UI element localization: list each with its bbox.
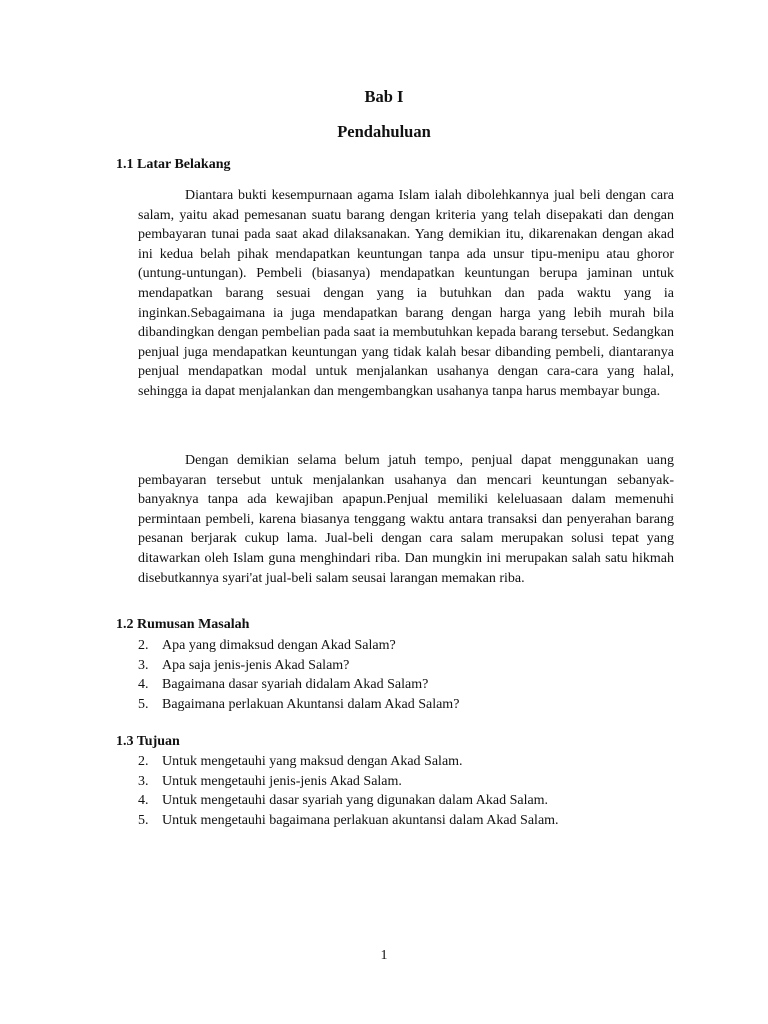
list-item-text: Apa yang dimaksud dengan Akad Salam?: [162, 638, 396, 653]
list-item: [138, 772, 678, 792]
list-item: [138, 752, 678, 772]
page-number: 1: [380, 948, 388, 963]
list-item-number: 3.: [138, 773, 149, 789]
list-item: [138, 791, 678, 811]
list-item-text: Untuk mengetauhi yang maksud dengan Akad Salam.: [162, 754, 463, 769]
rumusan-masalah-list: [138, 636, 678, 714]
list-item-number: 2.: [138, 638, 149, 653]
list-item-number: 3.: [138, 657, 149, 673]
chapter-title: Bab I: [364, 87, 404, 106]
list-item: [138, 675, 678, 695]
list-item-number: 5.: [138, 696, 149, 712]
list-item-text: Untuk mengetauhi dasar syariah yang digunakan dalam Akad Salam.: [162, 793, 549, 809]
list-item-number: 5.: [138, 812, 149, 828]
paragraph-latar-belakang-1: Diantara bukti kesempurnaan agama Islam ialah dibolehkannya jual beli dengan cara salam, yaitu akad pemesanan suatu barang dengan kriteria yang telah disepakati dan dengan pembayaran tunai pada saat akad dilaksanakan. Yang demikian itu, dikarenakan dengan akad ini kedua belah pihak mendapatkan keuntungan tanpa ada unsur tipu-menipu atau ghoror (untung-untungan). Pembeli (biasanya) mendapatkan keuntungan berupa jaminan untuk mendapatkan barang sesuai dengan yang ia butuhkan dan pada waktu yang ia inginkan.Sebagaimana ia juga mendapatkan barang dengan harga yang lebih murah bila dibandingkan dengan pembelian pada saat ia membutuhkan kepada barang tersebut. Sedangkan penjual juga mendapatkan keuntungan yang tidak kalah besar dibanding pembeli, diantaranya penjual mendapatkan modal untuk menjalankan usahanya dengan cara-cara yang halal, sehingga ia dapat menjalankan dan mengembangkan usahanya tanpa harus membayar bunga.: [138, 188, 674, 399]
section-heading-latar-belakang: 1.1 Latar Belakang: [116, 157, 231, 172]
list-item-text: Apa saja jenis-jenis Akad Salam?: [162, 657, 350, 673]
list-item-text: Untuk mengetauhi bagaimana perlakuan akuntansi dalam Akad Salam.: [162, 812, 559, 828]
section-heading-rumusan-masalah: 1.2 Rumusan Masalah: [116, 617, 250, 632]
list-item-text: Bagaimana dasar syariah didalam Akad Salam?: [162, 677, 429, 693]
paragraph-latar-belakang-2: Dengan demikian selama belum jatuh tempo, penjual dapat menggunakan uang pembayaran tersebut untuk menjalankan usahanya dan mencari keuntungan sebanyak-banyaknya tanpa ada kewajiban apapun.Penjual memiliki keleluasaan dalam memenuhi permintaan pembeli, karena biasanya tenggang waktu antara transaksi dan penyerahan barang pesanan berjarak cukup lama. Jual-beli dengan cara salam merupakan solusi tepat yang ditawarkan oleh Islam guna menghindari riba. Dan mungkin ini merupakan salah satu hikmah disebutkannya syari'at jual-beli salam seusai larangan memakan riba.: [138, 453, 674, 586]
chapter-subtitle: Pendahuluan: [337, 122, 431, 141]
list-item: [138, 636, 678, 656]
list-item: [138, 811, 678, 831]
list-item-text: Untuk mengetauhi jenis-jenis Akad Salam.: [162, 773, 402, 789]
list-item: [138, 656, 678, 676]
section-heading-tujuan: 1.3 Tujuan: [116, 734, 180, 749]
list-item: [138, 695, 678, 715]
list-item-number: 4.: [138, 793, 149, 809]
list-item-number: 4.: [138, 677, 149, 693]
tujuan-list: [138, 752, 678, 830]
list-item-number: 2.: [138, 754, 149, 769]
list-item-text: Bagaimana perlakuan Akuntansi dalam Akad Salam?: [162, 696, 460, 712]
